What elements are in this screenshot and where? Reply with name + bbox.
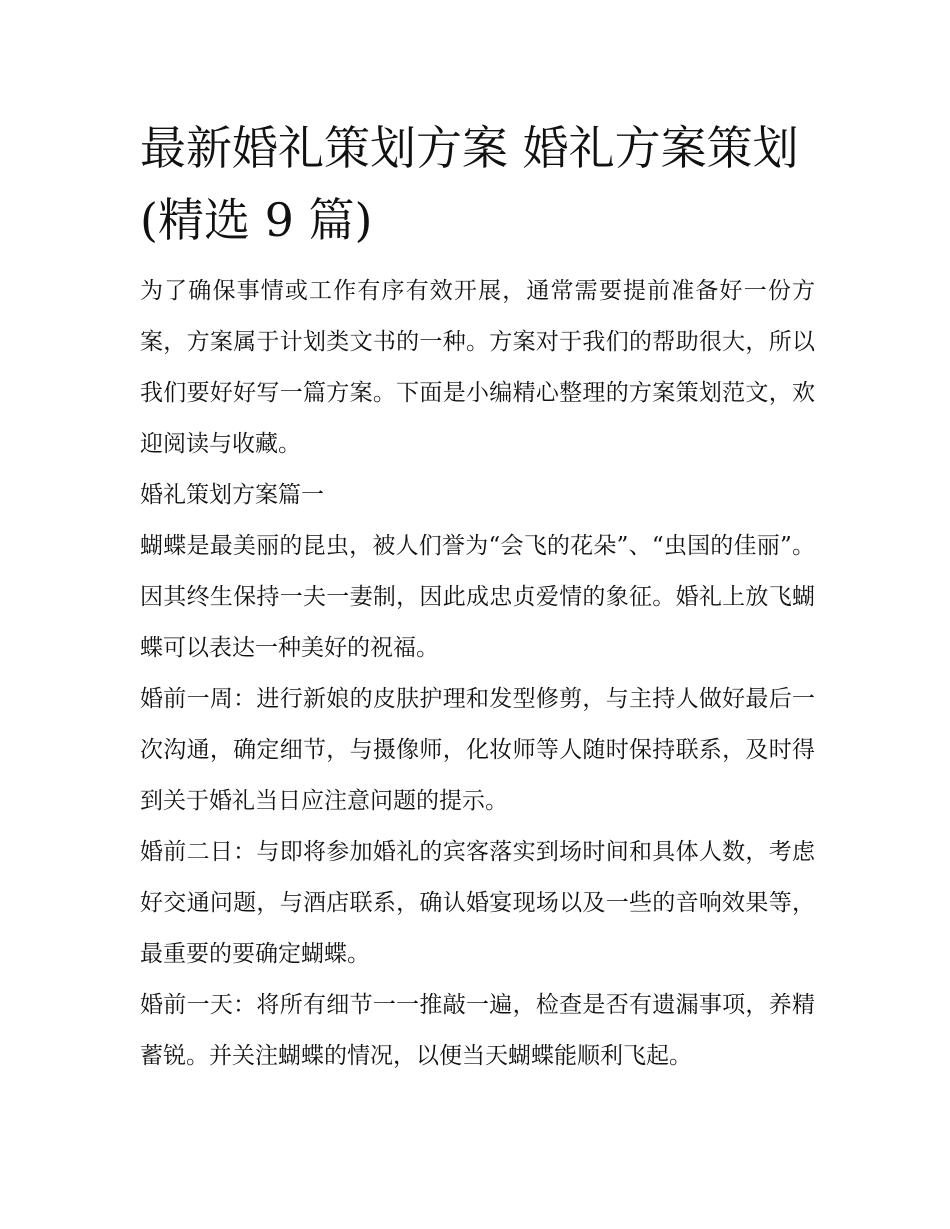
document-body	[140, 112, 815, 1082]
body-paragraph: 婚前一天：将所有细节一一推敲一遍，检查是否有遗漏事项，养精蓄锐。并关注蝴蝶的情况，以便当天蝴蝶能顺利飞起。	[140, 992, 815, 1069]
body-paragraph: 婚前二日：与即将参加婚礼的宾客落实到场时间和具体人数，考虑好交通问题，与酒店联系，确认婚宴现场以及一些的音响效果等，最重要的要确定蝴蝶。	[140, 839, 815, 967]
section-heading: 婚礼策划方案篇一	[140, 482, 324, 508]
document-title: 最新婚礼策划方案 婚礼方案策划(精选 9 篇)	[140, 121, 799, 247]
body-paragraph: 蝴蝶是最美丽的昆虫，被人们誉为“会飞的花朵”、“虫国的佳丽”。因其终生保持一夫一妻制，因此成忠贞爱情的象征。婚礼上放飞蝴蝶可以表达一种美好的祝福。	[140, 533, 815, 661]
body-paragraph: 婚前一周：进行新娘的皮肤护理和发型修剪，与主持人做好最后一次沟通，确定细节，与摄像师，化妆师等人随时保持联系，及时得到关于婚礼当日应注意问题的提示。	[140, 686, 815, 814]
intro-paragraph: 为了确保事情或工作有序有效开展，通常需要提前准备好一份方案，方案属于计划类文书的一种。方案对于我们的帮助很大，所以我们要好好写一篇方案。下面是小编精心整理的方案策划范文，欢迎阅读与收藏。	[140, 278, 815, 457]
